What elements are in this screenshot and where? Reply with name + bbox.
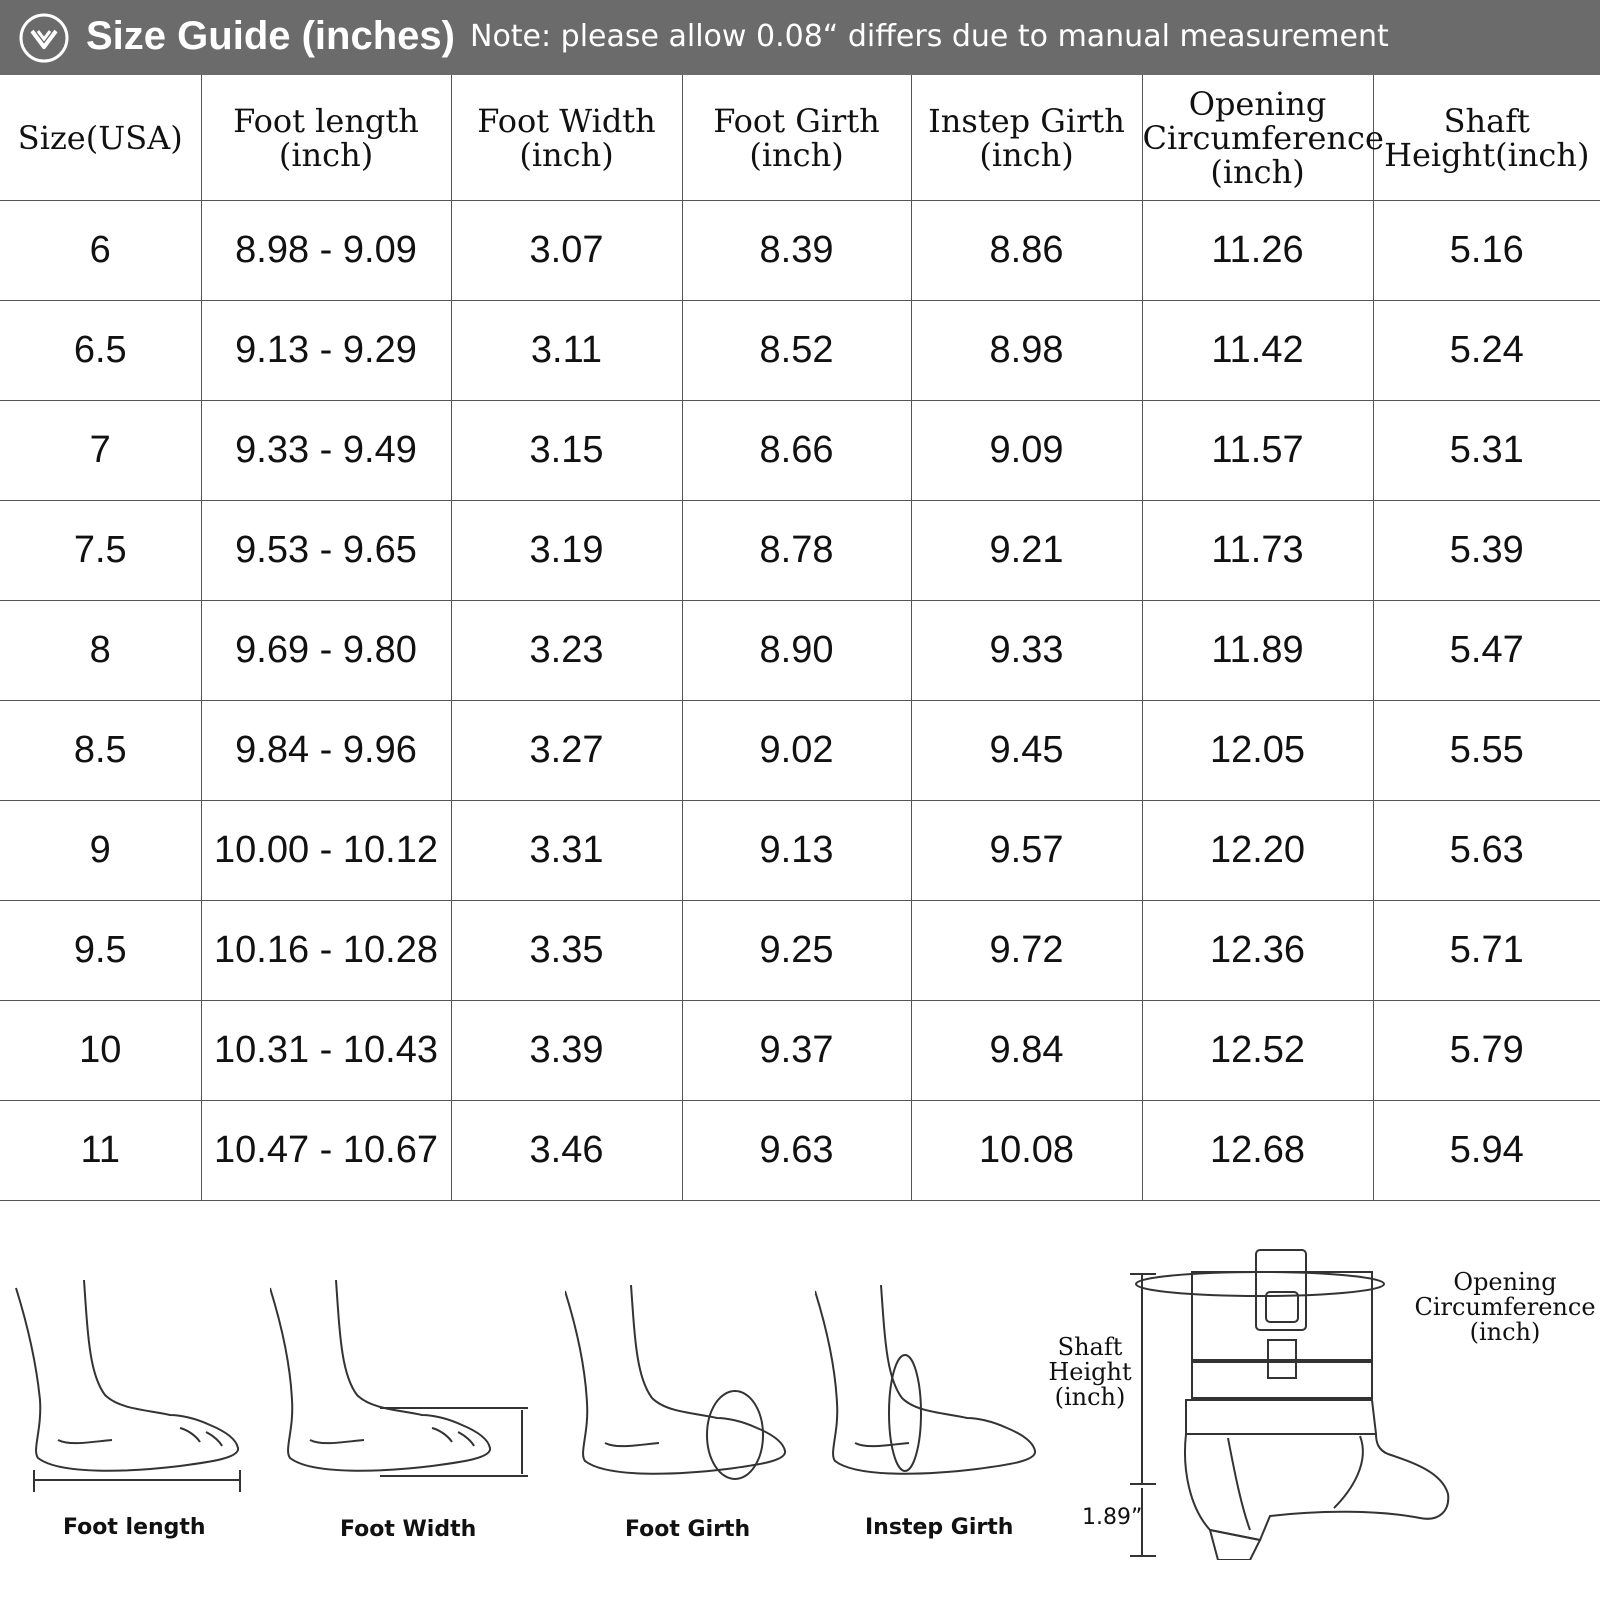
table-cell: 9.21 (911, 501, 1142, 601)
table-cell: 8.98 (911, 301, 1142, 401)
column-header: Instep Girth (inch) (911, 75, 1142, 201)
table-header-row (0, 75, 1600, 201)
table-cell: 7 (0, 401, 201, 501)
table-cell: 8.86 (911, 201, 1142, 301)
table-cell: 5.24 (1373, 301, 1600, 401)
instep-girth-diagram (815, 1285, 1045, 1495)
table-cell: 12.05 (1142, 701, 1373, 801)
foot-girth-diagram (565, 1285, 795, 1495)
table-cell: 3.46 (451, 1101, 682, 1201)
table-cell: 8.5 (0, 701, 201, 801)
table-cell: 7.5 (0, 501, 201, 601)
table-cell: 8.39 (682, 201, 911, 301)
table-cell: 5.31 (1373, 401, 1600, 501)
table-cell: 12.52 (1142, 1001, 1373, 1101)
table-cell: 11.42 (1142, 301, 1373, 401)
table-cell: 8.90 (682, 601, 911, 701)
table-cell: 9.25 (682, 901, 911, 1001)
column-header: Foot Girth (inch) (682, 75, 911, 201)
table-cell: 5.79 (1373, 1001, 1600, 1101)
foot-length-diagram (10, 1280, 250, 1495)
table-cell: 11 (0, 1101, 201, 1201)
table-row (0, 301, 1600, 401)
table-cell: 11.57 (1142, 401, 1373, 501)
column-header: Opening Circumference (inch) (1142, 75, 1373, 201)
table-cell: 9.02 (682, 701, 911, 801)
table-cell: 10.00 - 10.12 (201, 801, 451, 901)
foot-width-label: Foot Width (340, 1517, 477, 1542)
foot-girth-label: Foot Girth (625, 1517, 751, 1542)
table-cell: 9.69 - 9.80 (201, 601, 451, 701)
table-cell: 9.57 (911, 801, 1142, 901)
table-cell: 9.63 (682, 1101, 911, 1201)
table-cell: 5.39 (1373, 501, 1600, 601)
table-cell: 6.5 (0, 301, 201, 401)
table-cell: 3.11 (451, 301, 682, 401)
table-cell: 10 (0, 1001, 201, 1101)
table-row (0, 501, 1600, 601)
table-cell: 11.73 (1142, 501, 1373, 601)
table-cell: 8.98 - 9.09 (201, 201, 451, 301)
table-cell: 12.36 (1142, 901, 1373, 1001)
table-row (0, 201, 1600, 301)
measurement-note: Note: please allow 0.08“ differs due to manual measurement (470, 19, 1389, 54)
chevron-down-circle-icon (18, 12, 70, 64)
table-cell: 6 (0, 201, 201, 301)
table-cell: 9.84 (911, 1001, 1142, 1101)
size-table (0, 75, 1600, 1201)
table-cell: 5.63 (1373, 801, 1600, 901)
table-cell: 12.20 (1142, 801, 1373, 901)
column-header: Size(USA) (0, 75, 201, 201)
table-cell: 9.53 - 9.65 (201, 501, 451, 601)
table-cell: 9 (0, 801, 201, 901)
table-cell: 10.31 - 10.43 (201, 1001, 451, 1101)
table-cell: 10.16 - 10.28 (201, 901, 451, 1001)
table-cell: 9.13 (682, 801, 911, 901)
table-cell: 3.07 (451, 201, 682, 301)
table-row (0, 701, 1600, 801)
column-header: Shaft Height(inch) (1373, 75, 1600, 201)
column-header: Foot length (inch) (201, 75, 451, 201)
table-cell: 5.71 (1373, 901, 1600, 1001)
table-cell: 12.68 (1142, 1101, 1373, 1201)
table-cell: 9.33 - 9.49 (201, 401, 451, 501)
table-cell: 11.89 (1142, 601, 1373, 701)
table-cell: 9.5 (0, 901, 201, 1001)
instep-girth-label: Instep Girth (865, 1515, 1014, 1540)
table-cell: 5.94 (1373, 1101, 1600, 1201)
table-cell: 9.37 (682, 1001, 911, 1101)
table-row (0, 801, 1600, 901)
heel-height-label: 1.89” (1082, 1505, 1143, 1530)
table-cell: 9.33 (911, 601, 1142, 701)
table-cell: 5.55 (1373, 701, 1600, 801)
table-cell: 3.35 (451, 901, 682, 1001)
table-cell: 3.27 (451, 701, 682, 801)
table-cell: 3.19 (451, 501, 682, 601)
header-bar (0, 0, 1600, 75)
table-cell: 3.15 (451, 401, 682, 501)
table-cell: 5.16 (1373, 201, 1600, 301)
table-cell: 9.09 (911, 401, 1142, 501)
table-cell: 9.13 - 9.29 (201, 301, 451, 401)
table-cell: 8.78 (682, 501, 911, 601)
table-row (0, 1001, 1600, 1101)
table-row (0, 1101, 1600, 1201)
table-cell: 5.47 (1373, 601, 1600, 701)
column-header: Foot Width (inch) (451, 75, 682, 201)
table-body (0, 201, 1600, 1201)
table-row (0, 901, 1600, 1001)
table-row (0, 601, 1600, 701)
table-cell: 11.26 (1142, 201, 1373, 301)
table-cell: 3.39 (451, 1001, 682, 1101)
table-cell: 10.47 - 10.67 (201, 1101, 451, 1201)
table-cell: 10.08 (911, 1101, 1142, 1201)
page-title: Size Guide (inches) (86, 14, 455, 58)
table-cell: 8 (0, 601, 201, 701)
table-row (0, 401, 1600, 501)
shaft-height-label: Shaft Height (inch) (1048, 1333, 1132, 1411)
table-cell: 8.52 (682, 301, 911, 401)
table-cell: 9.72 (911, 901, 1142, 1001)
table-cell: 9.84 - 9.96 (201, 701, 451, 801)
foot-length-label: Foot length (63, 1515, 206, 1540)
table-cell: 8.66 (682, 401, 911, 501)
table-cell: 3.23 (451, 601, 682, 701)
table-cell: 9.45 (911, 701, 1142, 801)
table-cell: 3.31 (451, 801, 682, 901)
opening-circumference-label: Opening Circumference (inch) (1414, 1268, 1596, 1346)
foot-width-diagram (270, 1280, 540, 1495)
